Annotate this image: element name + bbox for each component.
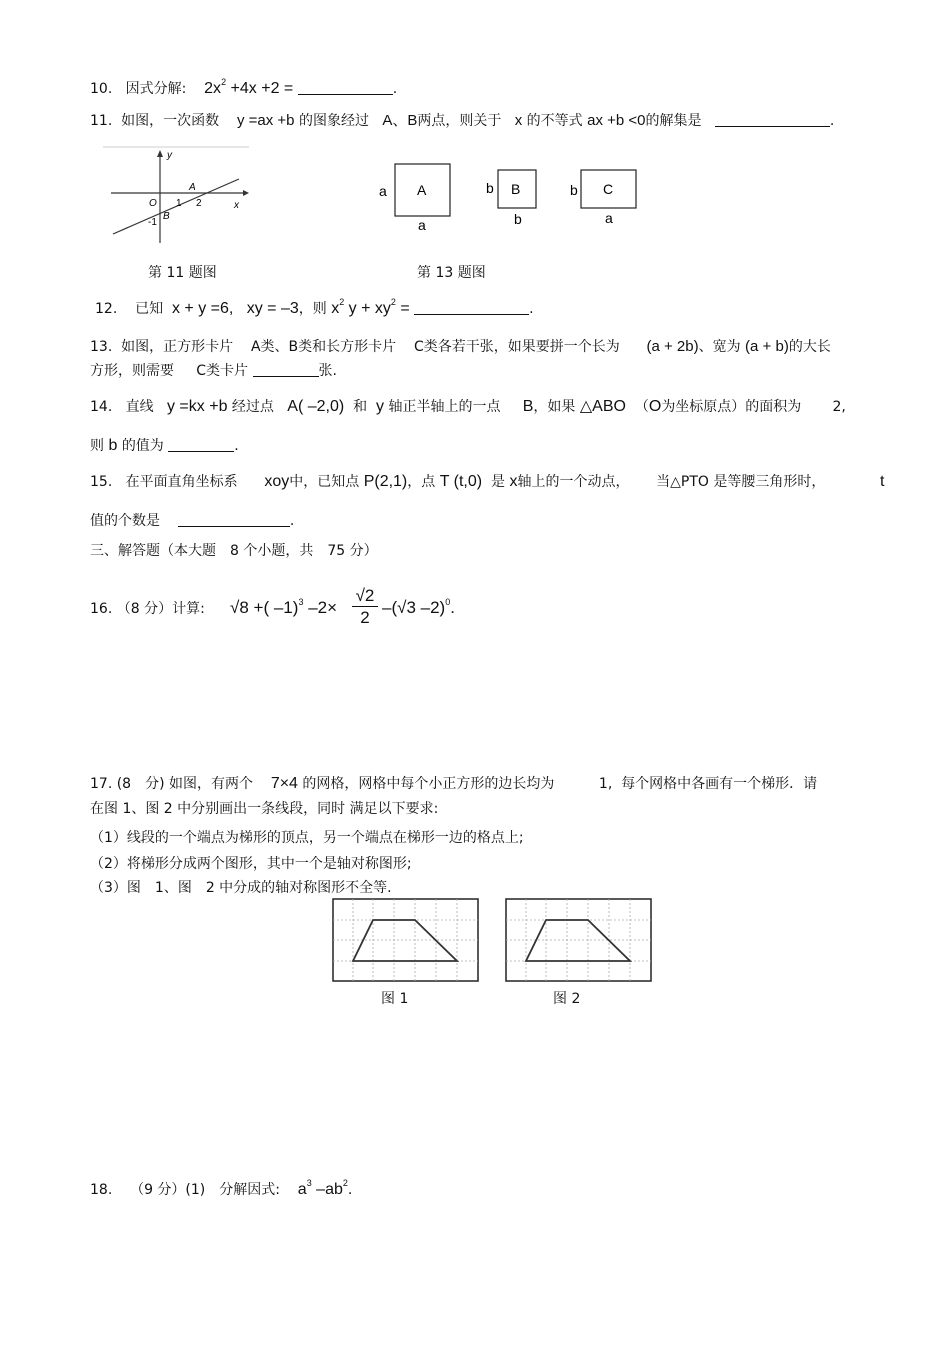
- question-text: 的值为: [121, 438, 164, 454]
- y-label: y: [167, 150, 172, 161]
- question-text: 的大长: [788, 339, 831, 355]
- question-text: 因式分解:: [125, 81, 187, 97]
- x-label: x: [234, 200, 239, 211]
- exponent: 2: [221, 77, 227, 87]
- question-number: 14.: [90, 399, 113, 415]
- question-text: 每个网格中各画有一个梯形．请: [621, 776, 818, 792]
- question-text: 在平面直角坐标系: [125, 474, 238, 490]
- term: –2×: [308, 598, 338, 617]
- question-text: 满足以下要求:: [349, 801, 439, 817]
- punct: .: [289, 513, 295, 529]
- answer-blank[interactable]: [168, 437, 234, 452]
- point-a-label: A: [189, 182, 196, 193]
- question-number: 10.: [90, 81, 113, 97]
- math-expression: B: [522, 398, 534, 415]
- answer-blank[interactable]: [253, 362, 319, 377]
- question-text: 的网格，网格中每个小正方形的边长均为: [302, 776, 555, 792]
- question-number: 15.: [90, 474, 113, 490]
- question-12: [95, 297, 534, 318]
- exponent: 2: [342, 1178, 348, 1188]
- punct: .: [392, 81, 398, 97]
- card-c-label: C: [603, 181, 614, 197]
- answer-blank[interactable]: [414, 300, 529, 315]
- question-text: 为坐标原点）的面积为: [661, 399, 802, 415]
- card-c-side: a: [605, 210, 613, 226]
- question-text: （: [634, 399, 649, 415]
- question-text: 17. (8 分) 如图，有两个: [90, 776, 253, 792]
- figure-13-caption: 第 13 题图: [417, 265, 486, 281]
- formula-part-1: [230, 598, 337, 618]
- question-text: ，如果: [533, 399, 576, 415]
- term: ( –1): [263, 598, 299, 617]
- question-text: 值的个数是: [90, 513, 160, 529]
- term: +: [253, 598, 264, 617]
- math-expression: b: [108, 437, 118, 454]
- term: √8: [230, 598, 249, 617]
- question-10: [90, 77, 398, 98]
- math-expression: y =ax +b: [236, 112, 295, 129]
- question-text: 当△PTO 是等腰三角形时，: [656, 474, 826, 490]
- question-text: 在图 1、图 2 中分别画出一条线段，同时: [90, 801, 346, 817]
- question-text: ，点: [407, 474, 436, 490]
- figure-11-graph: [103, 145, 251, 245]
- math-expression: A( –2,0): [287, 398, 345, 415]
- fraction: [352, 586, 378, 629]
- math-expression: xoy: [264, 473, 290, 490]
- answer-blank[interactable]: [715, 112, 830, 127]
- question-text: 张.: [318, 363, 337, 379]
- question-14-line-1: [90, 398, 846, 416]
- punct: .: [829, 113, 835, 129]
- question-17-line-1: [90, 775, 817, 793]
- question-text: ，则: [298, 301, 327, 317]
- point-b-label: B: [163, 211, 170, 222]
- y-axis-arrow-icon: [157, 150, 163, 157]
- term: +4x +2 =: [230, 80, 294, 97]
- question-text: 、宽为: [698, 339, 741, 355]
- answer-blank[interactable]: [298, 80, 393, 95]
- question-text: 的不等式: [526, 113, 583, 129]
- question-15-line-2: [90, 512, 294, 530]
- question-18: [90, 1178, 353, 1199]
- math-expression: [297, 1178, 348, 1198]
- exponent: 0: [445, 597, 451, 607]
- question-16: [90, 600, 205, 618]
- math-expression: [331, 297, 410, 317]
- card-a-label: A: [417, 182, 427, 198]
- punct: .: [529, 301, 534, 317]
- tick-label: 1: [176, 198, 182, 209]
- question-number: 16.: [90, 601, 113, 617]
- grid-figure-2: [505, 898, 653, 984]
- term: a: [297, 1181, 307, 1198]
- math-expression: y: [376, 398, 385, 415]
- term: y + xy: [348, 300, 391, 317]
- exponent: 3: [298, 597, 304, 607]
- card-b-side: b: [486, 180, 494, 196]
- question-11: [90, 112, 834, 130]
- card-b-side: b: [514, 211, 522, 227]
- question-text: 直线: [125, 399, 154, 415]
- question-text: 经过点: [231, 399, 274, 415]
- math-expression: ax +b <0: [587, 112, 646, 129]
- question-text: 如图，一次函数: [121, 113, 220, 129]
- question-14-line-2: [90, 437, 239, 455]
- question-text: 方形，则需要: [90, 363, 174, 379]
- question-text: 的图象经过: [298, 113, 369, 129]
- math-expression: (a + b): [745, 338, 789, 355]
- exponent: 2: [390, 297, 396, 307]
- card-a-side: a: [379, 183, 387, 199]
- question-text: （8 分）计算:: [116, 601, 205, 617]
- punct: .: [450, 598, 455, 617]
- question-text: C类卡片: [196, 363, 249, 379]
- term: –ab: [316, 1181, 343, 1198]
- requirement-2: （2）将梯形分成两个图形，其中一个是轴对称图形;: [90, 856, 412, 872]
- question-17-line-2: [90, 800, 438, 818]
- math-expression: t: [880, 473, 885, 490]
- question-text: 轴上的一个动点，: [517, 474, 630, 490]
- question-text: 已知: [135, 301, 164, 317]
- math-expression: 7×4: [270, 775, 298, 792]
- math-expression: x: [509, 473, 518, 490]
- question-text: 则: [90, 438, 104, 454]
- answer-blank[interactable]: [178, 512, 290, 527]
- math-expression: (a + 2b): [646, 338, 699, 355]
- term: 2x: [204, 80, 222, 97]
- math-expression: T (t,0): [439, 473, 483, 490]
- question-text: 1,: [598, 776, 613, 792]
- math-expression: x: [514, 112, 523, 129]
- question-text: 如图，正方形卡片: [121, 339, 234, 355]
- card-a-side: a: [418, 217, 426, 233]
- question-text: 两点，则关于: [417, 113, 502, 129]
- math-expression: xy = –3: [246, 300, 299, 317]
- question-13-line-2: [90, 362, 337, 380]
- question-number: 13.: [90, 339, 113, 355]
- question-text: 2,: [832, 399, 846, 415]
- question-15-line-1: [90, 473, 825, 491]
- question-number: 12.: [95, 301, 118, 317]
- x-axis-arrow-icon: [243, 190, 249, 196]
- punct: .: [234, 438, 239, 454]
- math-expression: P(2,1): [363, 473, 408, 490]
- card-c-side: b: [570, 182, 578, 198]
- math-expression: x + y =6,: [171, 300, 234, 317]
- formula-part-2: [382, 598, 455, 618]
- question-text: 的解集是: [645, 113, 702, 129]
- term: –(√3 –2): [382, 598, 446, 617]
- figure-11-caption: 第 11 题图: [148, 265, 217, 281]
- math-expression: O: [648, 398, 662, 415]
- question-text: （9 分）(1) 分解因式:: [130, 1182, 280, 1198]
- requirement-1: （1）线段的一个端点为梯形的顶点，另一个端点在梯形一边的格点上;: [90, 830, 524, 846]
- term: =: [400, 300, 410, 317]
- exponent: 2: [339, 297, 345, 307]
- tick-label: -1: [148, 217, 157, 228]
- fraction-denominator: 2: [360, 608, 370, 627]
- question-text: 和: [353, 399, 368, 415]
- question-number: 18.: [90, 1182, 113, 1198]
- card-b-label: B: [511, 181, 521, 197]
- punct: .: [347, 1182, 353, 1198]
- question-13-line-1: [90, 338, 831, 356]
- grid-figure-1: [332, 898, 480, 984]
- section-heading: 三、解答题（本大题 8 个小题，共 75 分）: [90, 543, 378, 559]
- figure-13-cards: [375, 158, 645, 238]
- math-expression: △ABO: [579, 398, 626, 415]
- requirement-3: （3）图 1、图 2 中分成的轴对称图形不全等.: [90, 880, 392, 896]
- math-expression: y =kx +b: [166, 398, 228, 415]
- origin-label: O: [149, 198, 157, 209]
- question-text: 是: [491, 474, 505, 490]
- figure-2-caption: 图 2: [553, 991, 581, 1007]
- tick-label: 2: [196, 198, 202, 209]
- question-text: C类各若干张，如果要拼一个长为: [413, 339, 620, 355]
- math-expression: A、B: [382, 112, 418, 129]
- question-text: A类、B类和长方形卡片: [250, 339, 397, 355]
- question-text: 轴正半轴上的一点: [388, 399, 501, 415]
- question-number: 11.: [90, 113, 113, 129]
- fraction-numerator: √2: [352, 586, 378, 607]
- figure-1-caption: 图 1: [381, 991, 409, 1007]
- math-expression: [204, 77, 294, 97]
- question-text: 中，已知点: [289, 474, 360, 490]
- exponent: 3: [306, 1178, 312, 1188]
- term: x: [331, 300, 340, 317]
